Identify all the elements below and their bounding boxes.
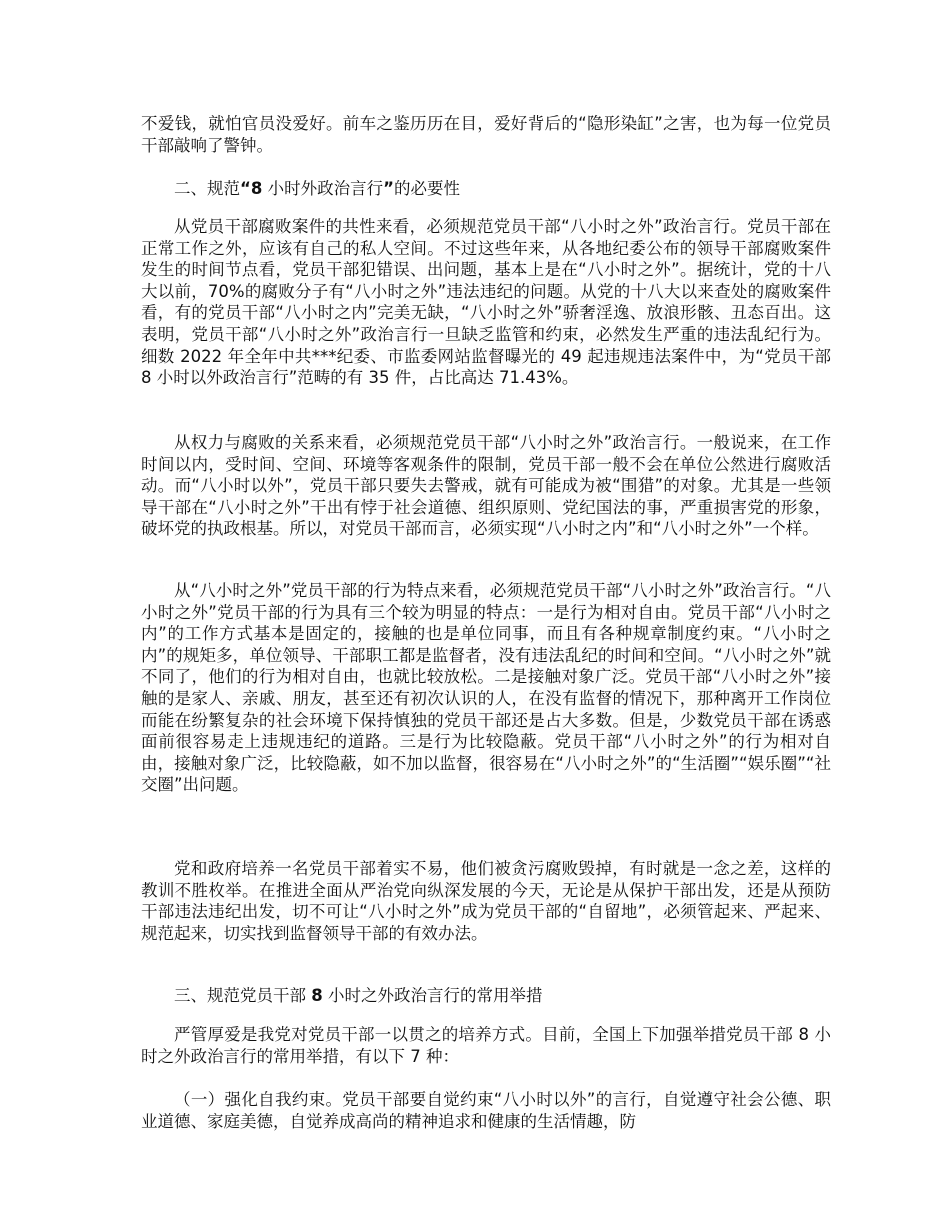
paragraph-behavior-features: 从“八小时之外”党员干部的行为特点来看，必须规范党员干部“八小时之外”政治言行。“八小时之外”党员干部的行为具有三个较为明显的特点：一是行为相对自由。党员干部“八小时之内”的工作方式基本是固定的，接触的也是单位同事，而且有各种规章制度约束。“八小时之内”的规矩多，单位领导、干部职工都是监督者，没有违法乱纪的时间和空间。“八小时之外”就不同了，他们的行为相对自由，也就比较放松。二是接触对象广泛。党员干部“八小时之外”接触的是家人、亲戚、朋友，甚至还有初次认识的人，在没有监督的情况下，那种离开工作岗位而能在纷繁复杂的社会环境下保持慎独的党员干部还是占大多数。但是，少数党员干部在诱惑面前很容易走上违规违纪的道路。三是行为比较隐蔽。党员干部“八小时之外”的行为相对自由，接触对象广泛，比较隐蔽，如不加以监督，很容易在“八小时之外”的“生活圈”“娱乐圈”“社交圈”出问题。 — [141, 581, 831, 795]
paragraph-power-corruption: 从权力与腐败的关系来看，必须规范党员干部“八小时之外”政治言行。一般说来，在工作时间以内，受时间、空间、环境等客观条件的限制，党员干部一般不会在单位公然进行腐败活动。而“八小时以外”，党员干部只要失去警戒，就有可能成为被“围猎”的对象。尤其是一些领导干部在“八小时之外”干出有悖于社会道德、组织原则、党纪国法的事，严重损害党的形象，破坏党的执政根基。所以，对党员干部而言，必须实现“八小时之内”和“八小时之外”一个样。 — [141, 433, 831, 539]
heading-two-bold-quote: ” — [383, 179, 394, 198]
paragraph-self-discipline: （一）强化自我约束。党员干部要自觉约束“八小时以外”的言行，自觉遵守社会公德、职业道德、家庭美德，自觉养成高尚的精神追求和健康的生活情趣，防 — [141, 1090, 831, 1131]
heading-three-bold: 8 — [311, 986, 323, 1005]
section-heading-three — [141, 985, 831, 1007]
heading-two-prefix: 二、规范 — [174, 179, 240, 198]
paragraph-corruption-cases: 从党员干部腐败案件的共性来看，必须规范党员干部“八小时之外”政治言行。党员干部在正常工作之外，应该有自己的私人空间。不过这些年来，从各地纪委公布的领导干部腐败案件发生的时间节点看，党员干部犯错误、出问题，基本上是在“八小时之外”。据统计，党的十八大以前，70%的腐败分子有“八小时之外”违法违纪的问题。从党的十八大以来查处的腐败案件看，有的党员干部“八小时之内”完美无缺，“八小时之外”骄奢淫逸、放浪形骸、丑态百出。这表明，党员干部“八小时之外”政治言行一旦缺乏监管和约束，必然发生严重的违法乱纪行为。细数 2022 年全年中共***纪委、市监委网站监督曝光的 49 起违规违法案件中，为“党员干部 8 小时以外政治言行”范畴的有 35 件，占比高达 71.43%。 — [141, 217, 831, 388]
heading-two-suffix: 小时外政治言行 — [262, 179, 384, 198]
heading-two-bold: “8 — [240, 179, 263, 198]
heading-two-tail: 的必要性 — [393, 179, 460, 198]
paragraph-common-measures: 严管厚爱是我党对党员干部一以贯之的培养方式。目前，全国上下加强举措党员干部 8 小时之外政治言行的常用举措，有以下 7 种： — [141, 1025, 831, 1066]
section-heading-two — [141, 178, 831, 200]
heading-three-prefix: 三、规范党员干部 — [174, 986, 312, 1005]
paragraph-intro-tail: 不爱钱，就怕官员没爱好。前车之鉴历历在目，爱好背后的“隐形染缸”之害，也为每一位党员干部敲响了警钟。 — [141, 114, 831, 155]
heading-three-suffix: 小时之外政治言行的常用举措 — [322, 986, 543, 1005]
paragraph-party-training: 党和政府培养一名党员干部着实不易，他们被贪污腐败毁掉，有时就是一念之差，这样的教训不胜枚举。在推进全面从严治党向纵深发展的今天，无论是从保护干部出发，还是从预防干部违法违纪出发，切不可让“八小时之外”成为党员干部的“自留地”，必须管起来、严起来、规范起来，切实找到监督领导干部的有效办法。 — [141, 859, 831, 943]
